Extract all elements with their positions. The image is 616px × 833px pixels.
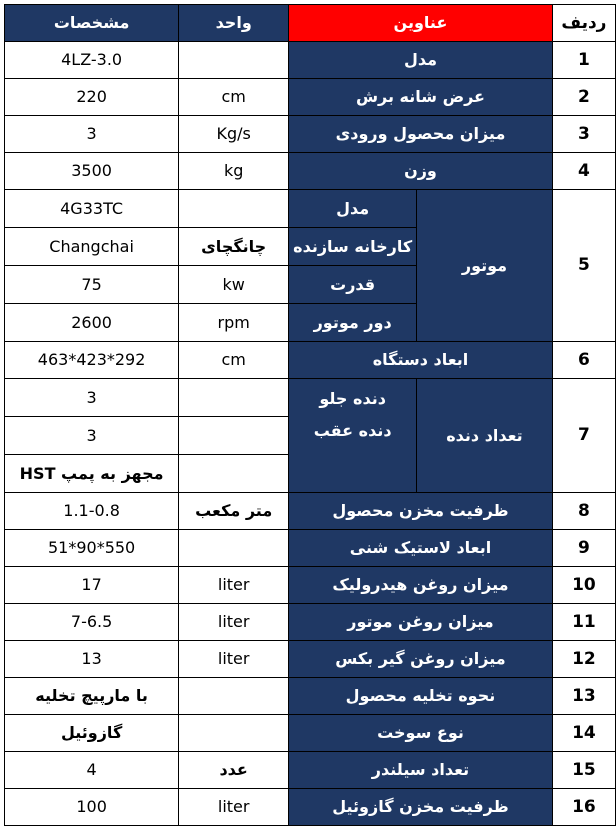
engine-index: 5 xyxy=(552,190,615,342)
row-unit: Kg/s xyxy=(179,116,289,153)
table-row xyxy=(5,678,616,715)
row-spec: 3 xyxy=(5,116,179,153)
gear-unit-empty xyxy=(179,455,289,493)
engine-row xyxy=(5,190,616,228)
row-title: ابعاد لاستیک شنی xyxy=(289,530,553,567)
row-title: میزان محصول ورودی xyxy=(289,116,553,153)
row-unit xyxy=(179,42,289,79)
row-index: 9 xyxy=(552,530,615,567)
row-title: ظرفیت مخزن گازوئیل xyxy=(289,789,553,826)
engine-sub-unit: چانگچای xyxy=(179,228,289,266)
row-spec: 220 xyxy=(5,79,179,116)
gear-unit-empty xyxy=(179,379,289,417)
row-spec: 550*90*51 xyxy=(5,530,179,567)
row-index: 2 xyxy=(552,79,615,116)
row-unit: liter xyxy=(179,789,289,826)
engine-sub-title: کارخانه سازنده xyxy=(289,228,417,266)
engine-sub-title: قدرت xyxy=(289,266,417,304)
row-index: 6 xyxy=(552,342,615,379)
row-title: مدل xyxy=(289,42,553,79)
gear-group-title: تعداد دنده xyxy=(417,379,553,493)
row-unit: cm xyxy=(179,79,289,116)
engine-sub-spec: 4G33TC xyxy=(5,190,179,228)
engine-sub-spec: 75 xyxy=(5,266,179,304)
engine-sub-title: مدل xyxy=(289,190,417,228)
table-row xyxy=(5,493,616,530)
row-spec: 1.1-0.8 xyxy=(5,493,179,530)
gear-row xyxy=(5,379,616,417)
spec-table xyxy=(4,4,616,826)
row-unit: liter xyxy=(179,604,289,641)
row-unit xyxy=(179,530,289,567)
row-title: تعداد سیلندر xyxy=(289,752,553,789)
row-index: 16 xyxy=(552,789,615,826)
row-title: ظرفیت مخزن محصول xyxy=(289,493,553,530)
row-index: 1 xyxy=(552,42,615,79)
row-index: 14 xyxy=(552,715,615,752)
row-title: میزان روغن هیدرولیک xyxy=(289,567,553,604)
header-unit: واحد xyxy=(179,5,289,42)
engine-group-title: موتور xyxy=(417,190,553,342)
gear-index: 7 xyxy=(552,379,615,493)
gear-sub-spec: 3 xyxy=(5,417,179,455)
row-spec: 4LZ-3.0 xyxy=(5,42,179,79)
engine-sub-spec: Changchai xyxy=(5,228,179,266)
row-index: 11 xyxy=(552,604,615,641)
row-index: 3 xyxy=(552,116,615,153)
row-unit: kg xyxy=(179,153,289,190)
header-title: عناوین xyxy=(289,5,553,42)
row-unit xyxy=(179,715,289,752)
row-unit: cm xyxy=(179,342,289,379)
gear-sub-title: دنده عقب xyxy=(313,421,392,440)
engine-sub-unit xyxy=(179,190,289,228)
table-row xyxy=(5,789,616,826)
table-row xyxy=(5,530,616,567)
row-title: میزان روغن گیر بکس xyxy=(289,641,553,678)
row-unit: عدد xyxy=(179,752,289,789)
table-row xyxy=(5,641,616,678)
row-index: 10 xyxy=(552,567,615,604)
row-index: 12 xyxy=(552,641,615,678)
row-index: 8 xyxy=(552,493,615,530)
row-spec: 7-6.5 xyxy=(5,604,179,641)
row-unit: متر مکعب xyxy=(179,493,289,530)
row-title: عرض شانه برش xyxy=(289,79,553,116)
table-row xyxy=(5,604,616,641)
row-title: وزن xyxy=(289,153,553,190)
engine-sub-unit: rpm xyxy=(179,304,289,342)
gear-unit-empty xyxy=(179,417,289,455)
header-row xyxy=(5,5,616,42)
header-spec: مشخصات xyxy=(5,5,179,42)
row-spec: گازوئیل xyxy=(5,715,179,752)
table-row xyxy=(5,715,616,752)
gear-note: مجهز به پمپ HST xyxy=(5,455,179,493)
row-index: 4 xyxy=(552,153,615,190)
engine-sub-unit: kw xyxy=(179,266,289,304)
row-unit: liter xyxy=(179,641,289,678)
row-spec: 13 xyxy=(5,641,179,678)
engine-sub-spec: 2600 xyxy=(5,304,179,342)
row-spec: 100 xyxy=(5,789,179,826)
header-index: ردیف xyxy=(552,5,615,42)
row-index: 15 xyxy=(552,752,615,789)
row-title: نوع سوخت xyxy=(289,715,553,752)
row-unit: liter xyxy=(179,567,289,604)
row-unit xyxy=(179,678,289,715)
row-spec: با مارپیچ تخلیه xyxy=(5,678,179,715)
row-index: 13 xyxy=(552,678,615,715)
table-row xyxy=(5,79,616,116)
table-row xyxy=(5,42,616,79)
gear-sub-titles xyxy=(289,379,417,493)
table-row xyxy=(5,116,616,153)
row-title: نحوه تخلیه محصول xyxy=(289,678,553,715)
row-title: ابعاد دستگاه xyxy=(289,342,553,379)
row-title: میزان روغن موتور xyxy=(289,604,553,641)
gear-sub-title: دنده جلو xyxy=(319,389,386,408)
table-row xyxy=(5,567,616,604)
row-spec: 292*423*463 xyxy=(5,342,179,379)
gear-sub-spec: 3 xyxy=(5,379,179,417)
table-row xyxy=(5,342,616,379)
row-spec: 3500 xyxy=(5,153,179,190)
engine-sub-title: دور موتور xyxy=(289,304,417,342)
table-row xyxy=(5,153,616,190)
row-spec: 4 xyxy=(5,752,179,789)
table-row xyxy=(5,752,616,789)
row-spec: 17 xyxy=(5,567,179,604)
